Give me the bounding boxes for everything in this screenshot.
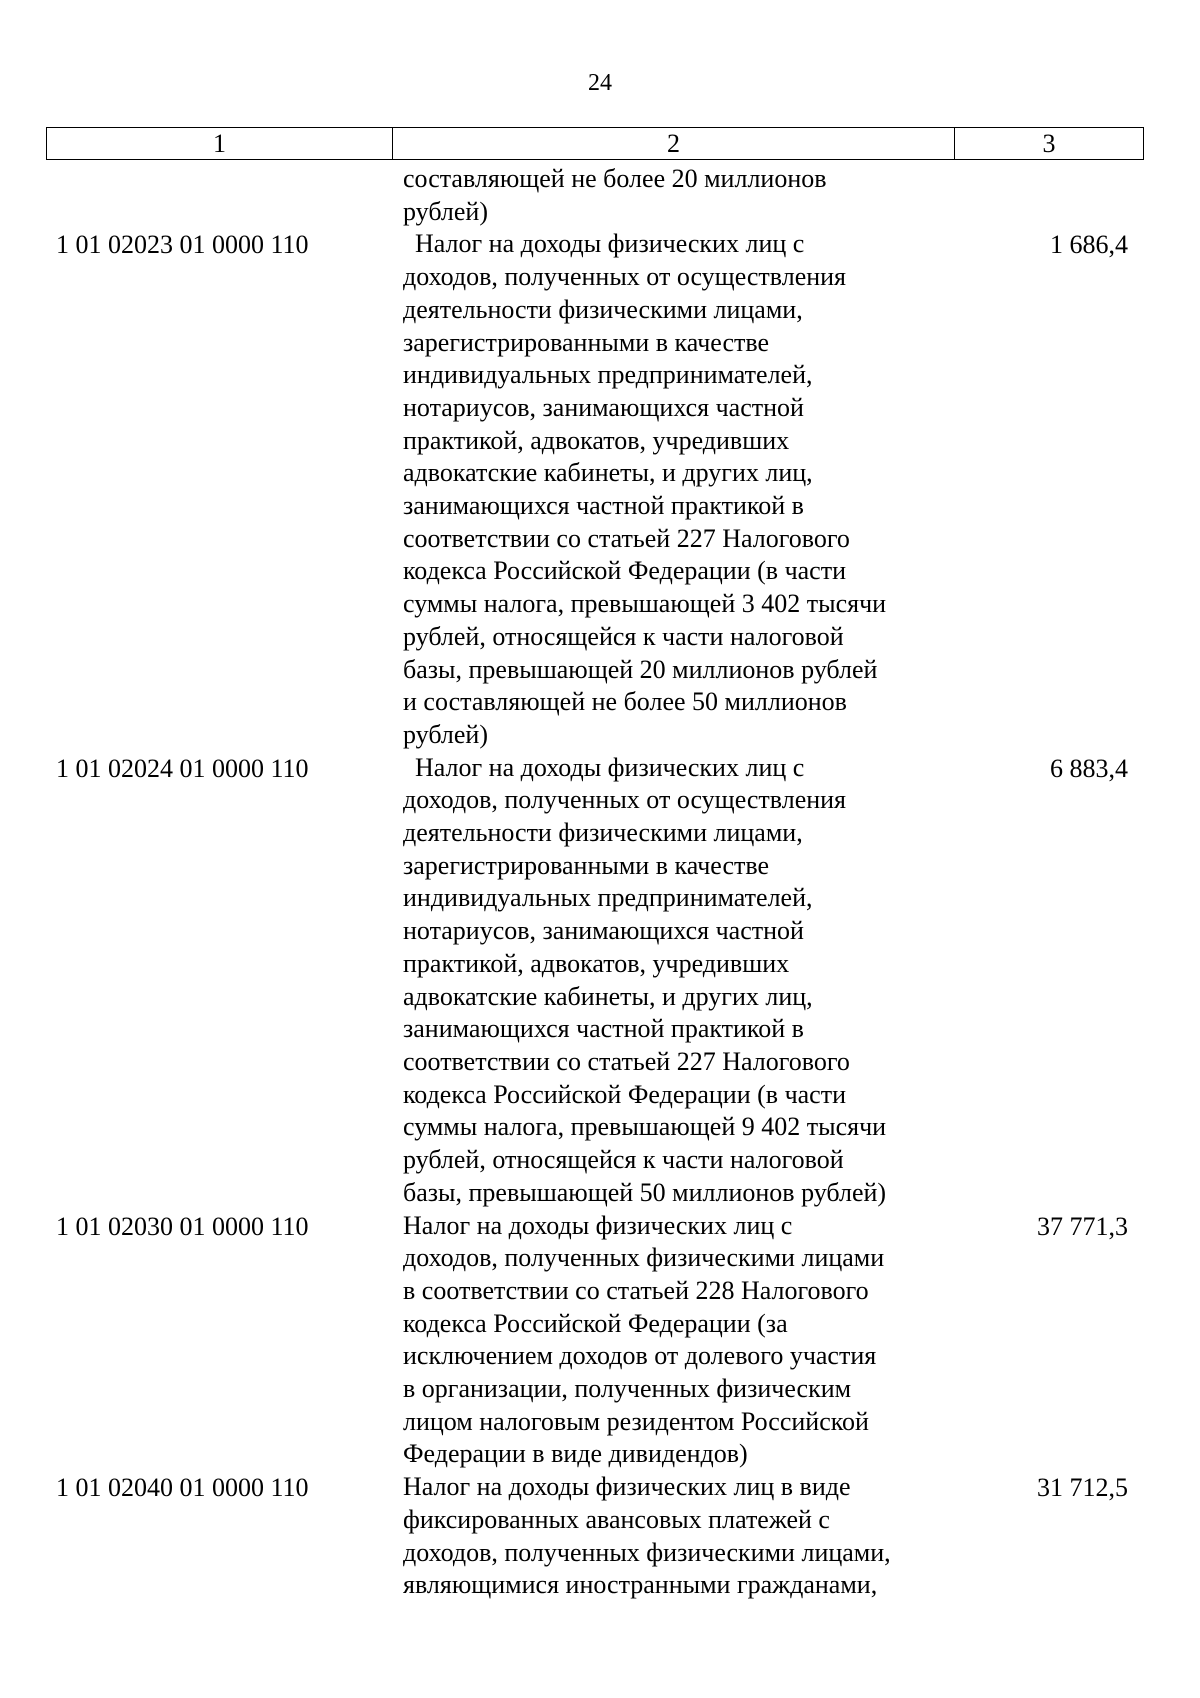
description-line: Налог на доходы физических лиц в виде bbox=[403, 1472, 851, 1502]
description-line: занимающихся частной практикой в bbox=[403, 1014, 804, 1044]
description-line: базы, превышающей 20 миллионов рублей bbox=[403, 654, 878, 684]
description-line: рублей, относящейся к части налоговой bbox=[403, 621, 844, 651]
amount-value: 6 883,4 bbox=[1050, 753, 1128, 783]
description-line: соответствии со статьей 227 Налогового bbox=[403, 1046, 850, 1076]
description-line: исключением доходов от долевого участия bbox=[403, 1341, 877, 1371]
table-row bbox=[0, 1471, 1200, 1602]
continuation-description bbox=[403, 163, 963, 228]
amount-value: 37 771,3 bbox=[1037, 1211, 1128, 1241]
description-line: нотариусов, занимающихся частной bbox=[403, 392, 804, 422]
column-header-2: 2 bbox=[393, 128, 955, 160]
description-line: суммы налога, превышающей 9 402 тысячи bbox=[403, 1112, 887, 1142]
description-line: Налог на доходы физических лиц с bbox=[403, 1210, 793, 1240]
description-line: кодекса Российской Федерации (в части bbox=[403, 556, 847, 586]
description-line: в организации, полученных физическим bbox=[403, 1374, 852, 1404]
description-line: и составляющей не более 50 миллионов bbox=[403, 687, 847, 717]
column-header-3: 3 bbox=[955, 128, 1144, 160]
budget-code: 1 01 02023 01 0000 110 bbox=[56, 230, 309, 260]
description-line: занимающихся частной практикой в bbox=[403, 491, 804, 521]
row-description bbox=[403, 228, 963, 751]
table-row bbox=[0, 752, 1200, 1210]
description-line: практикой, адвокатов, учредивших bbox=[403, 425, 790, 455]
description-line: доходов, полученных от осуществления bbox=[403, 262, 847, 292]
description-line: кодекса Российской Федерации (в части bbox=[403, 1079, 847, 1109]
description-line: доходов, полученных от осуществления bbox=[403, 785, 847, 815]
description-line: адвокатские кабинеты, и других лиц, bbox=[403, 458, 813, 488]
description-line: фиксированных авансовых платежей с bbox=[403, 1504, 830, 1534]
budget-code: 1 01 02040 01 0000 110 bbox=[56, 1473, 309, 1503]
table-header bbox=[46, 127, 1144, 160]
description-line: являющимися иностранными гражданами, bbox=[403, 1570, 878, 1600]
row-description bbox=[403, 752, 963, 1210]
description-line: лицом налоговым резидентом Российской bbox=[403, 1406, 869, 1436]
description-line: в соответствии со статьей 228 Налогового bbox=[403, 1275, 869, 1305]
table-row bbox=[0, 228, 1200, 751]
row-description bbox=[403, 1210, 963, 1472]
description-line: адвокатские кабинеты, и других лиц, bbox=[403, 981, 813, 1011]
description-line: Налог на доходы физических лиц с bbox=[415, 752, 805, 782]
amount-value: 31 712,5 bbox=[1037, 1473, 1128, 1503]
description-line: кодекса Российской Федерации (за bbox=[403, 1308, 788, 1338]
description-line: практикой, адвокатов, учредивших bbox=[403, 948, 790, 978]
budget-code: 1 01 02030 01 0000 110 bbox=[56, 1211, 309, 1241]
description-line: рублей) bbox=[403, 196, 488, 226]
description-line: составляющей не более 20 миллионов bbox=[403, 164, 827, 193]
continuation-row bbox=[0, 163, 1200, 228]
table-row bbox=[0, 1210, 1200, 1472]
description-line: Налог на доходы физических лиц с bbox=[415, 229, 805, 259]
description-line: базы, превышающей 50 миллионов рублей) bbox=[403, 1177, 887, 1207]
description-line: деятельности физическими лицами, bbox=[403, 818, 803, 848]
amount-value: 1 686,4 bbox=[1050, 230, 1128, 260]
column-header-1: 1 bbox=[47, 128, 393, 160]
description-line: доходов, полученных физическими лицами bbox=[403, 1243, 885, 1273]
description-line: доходов, полученных физическими лицами, bbox=[403, 1537, 891, 1567]
description-line: Федерации в виде дивидендов) bbox=[403, 1439, 748, 1469]
description-line: нотариусов, занимающихся частной bbox=[403, 916, 804, 946]
description-line: суммы налога, превышающей 3 402 тысячи bbox=[403, 589, 887, 619]
description-line: зарегистрированными в качестве bbox=[403, 850, 770, 880]
description-line: индивидуальных предпринимателей, bbox=[403, 883, 813, 913]
budget-code: 1 01 02024 01 0000 110 bbox=[56, 753, 309, 783]
table-body bbox=[0, 163, 1200, 1602]
page-number: 24 bbox=[588, 70, 612, 96]
description-line: рублей) bbox=[403, 719, 488, 749]
description-line: рублей, относящейся к части налоговой bbox=[403, 1145, 844, 1175]
description-line: зарегистрированными в качестве bbox=[403, 327, 770, 357]
description-line: индивидуальных предпринимателей, bbox=[403, 360, 813, 390]
description-line: соответствии со статьей 227 Налогового bbox=[403, 523, 850, 553]
row-description bbox=[403, 1471, 963, 1602]
description-line: деятельности физическими лицами, bbox=[403, 294, 803, 324]
